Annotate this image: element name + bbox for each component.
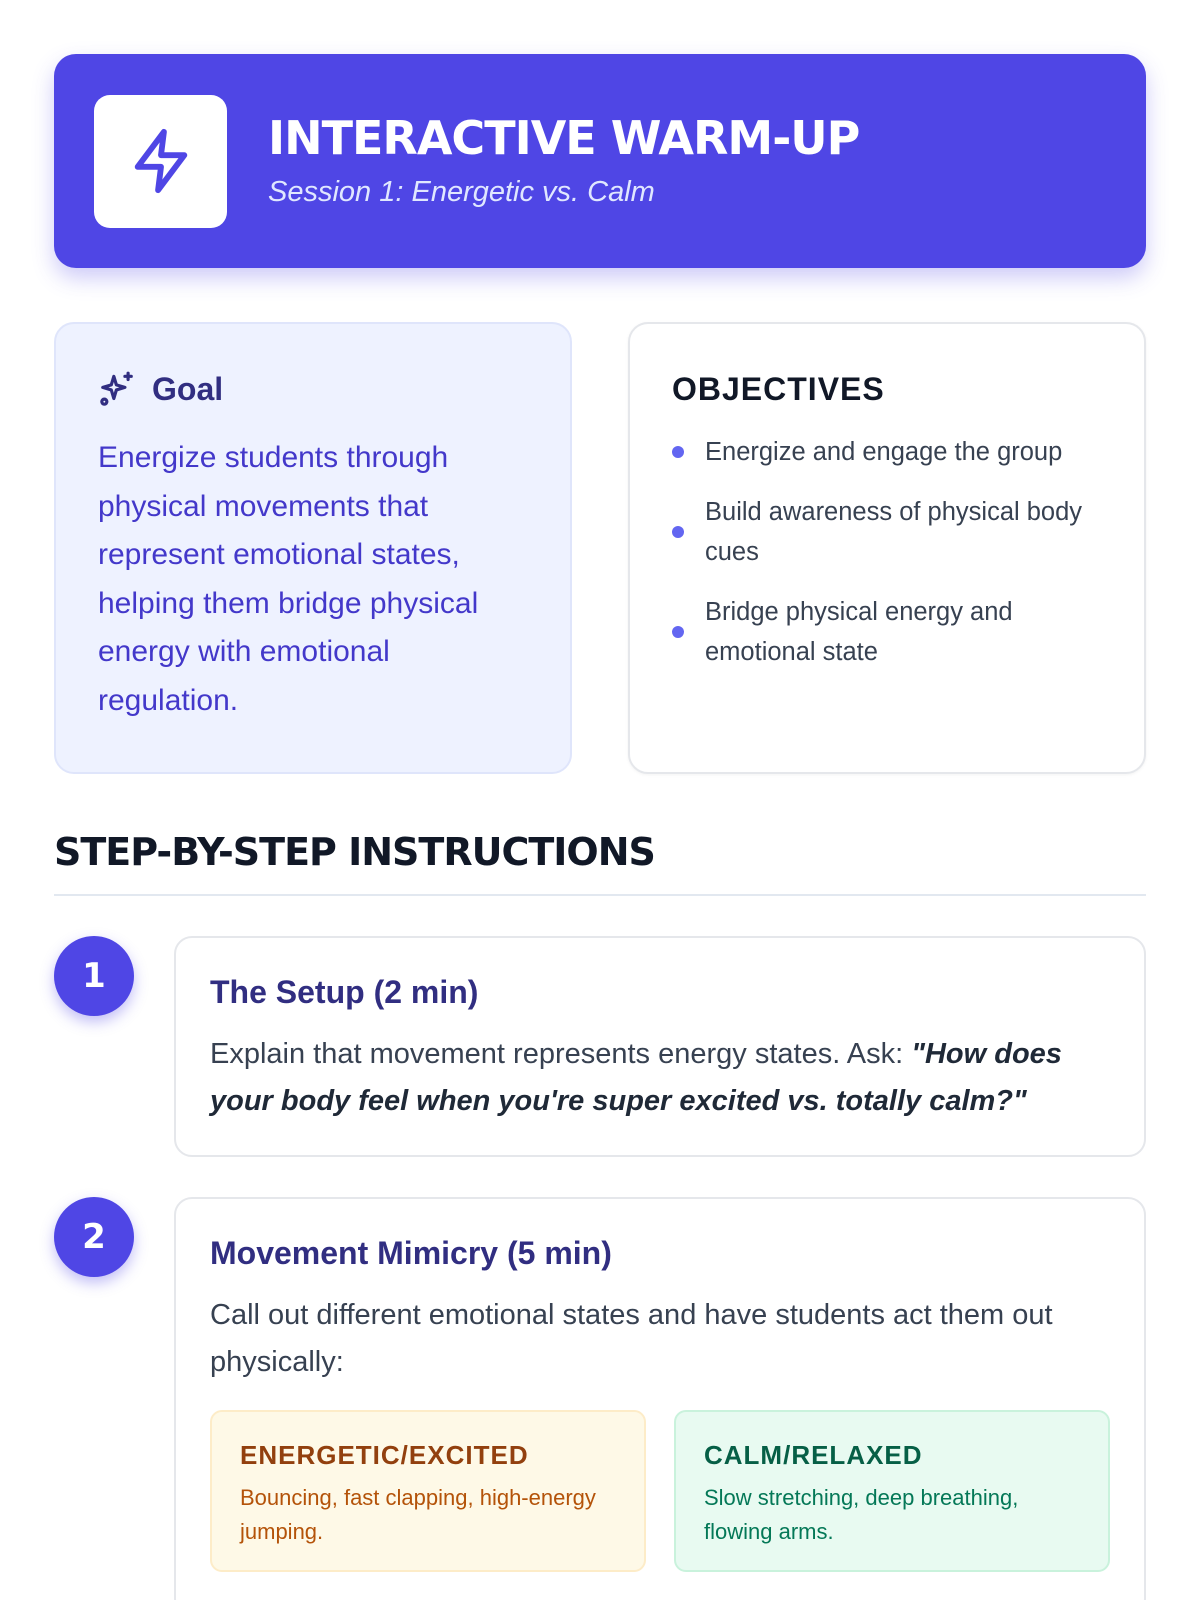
step-1	[54, 936, 1146, 1157]
step-text	[210, 1031, 1110, 1125]
objective-text: Build awareness of physical body cues	[705, 498, 1083, 566]
header-banner	[54, 54, 1146, 268]
step-number-badge: 2	[54, 1197, 134, 1277]
bullet-dot-icon	[672, 446, 684, 458]
summary-cards	[54, 322, 1146, 774]
step-2	[54, 1197, 1146, 1600]
page-subtitle: Session 1: Energetic vs. Calm	[268, 175, 655, 208]
calm-mood-card	[674, 1410, 1110, 1572]
bullet-dot-icon	[672, 526, 684, 538]
step-card	[174, 936, 1146, 1157]
page-title: INTERACTIVE WARM-UP	[268, 111, 860, 166]
step-title: The Setup (2 min)	[210, 974, 479, 1010]
list-item	[672, 432, 1102, 472]
instructions-heading: STEP-BY-STEP INSTRUCTIONS	[54, 830, 655, 874]
sparkles-icon	[98, 370, 136, 408]
energetic-mood-card	[210, 1410, 646, 1572]
header-icon-box	[94, 95, 227, 228]
step-text-main: Explain that movement represents energy states. Ask:	[210, 1038, 904, 1070]
step-card	[174, 1197, 1146, 1600]
objectives-card	[628, 322, 1146, 774]
mood-description: Slow stretching, deep breathing, flowing arms.	[704, 1485, 1019, 1544]
step-quote: "How does your body feel when you're super excited vs. totally calm?"	[210, 1038, 1062, 1117]
step-number-badge: 1	[54, 936, 134, 1016]
mood-examples	[210, 1410, 1110, 1572]
lightning-bolt-icon	[126, 126, 196, 196]
goal-text: Energize students through physical movements that represent emotional states, helping them bridge physical energy with emotional regulation.	[98, 441, 479, 717]
objective-text: Energize and engage the group	[705, 438, 1063, 466]
step-text: Call out different emotional states and have students act them out physically:	[210, 1299, 1053, 1378]
mood-title: ENERGETIC/EXCITED	[240, 1440, 529, 1470]
mood-title: CALM/RELAXED	[704, 1440, 923, 1470]
goal-heading-label: Goal	[152, 370, 224, 407]
objectives-heading: OBJECTIVES	[672, 370, 885, 407]
goal-card	[54, 322, 572, 774]
header-text	[268, 113, 859, 209]
list-item	[672, 592, 1102, 672]
bullet-dot-icon	[672, 626, 684, 638]
step-title: Movement Mimicry (5 min)	[210, 1235, 612, 1271]
goal-heading	[98, 364, 528, 414]
list-item	[672, 492, 1102, 572]
objectives-list	[672, 432, 1102, 672]
mood-description: Bouncing, fast clapping, high-energy jumping.	[240, 1485, 596, 1544]
objective-text: Bridge physical energy and emotional state	[705, 598, 1013, 666]
section-divider	[54, 894, 1146, 896]
